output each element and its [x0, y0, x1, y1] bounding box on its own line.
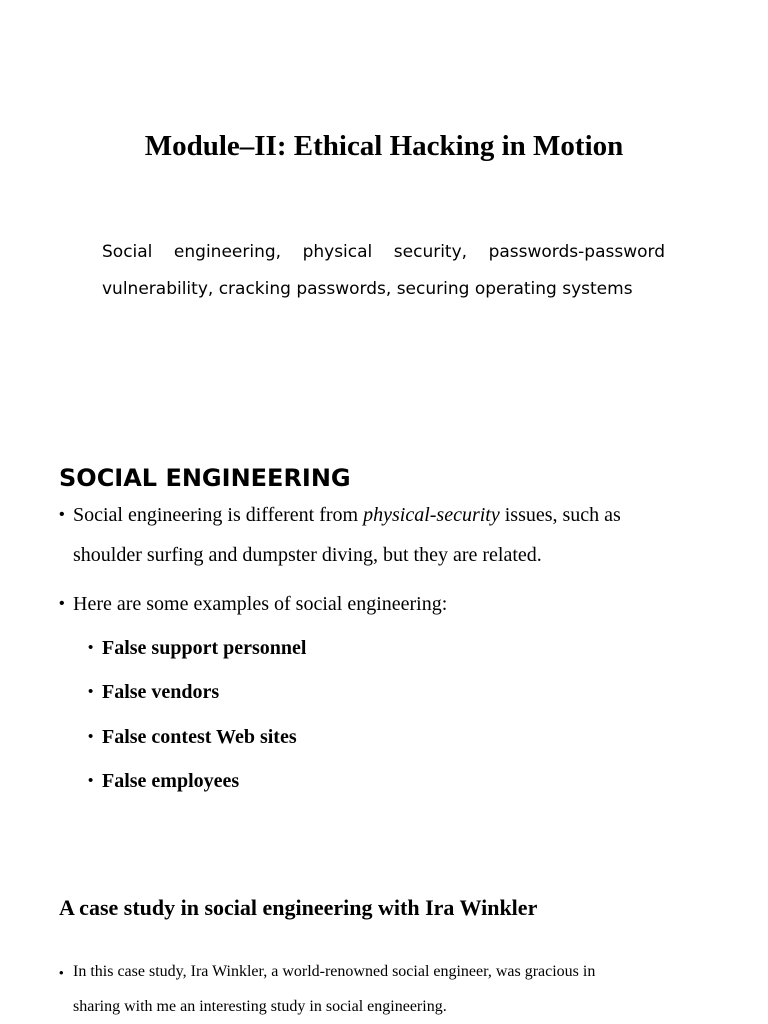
example-item-text: False support personnel	[102, 637, 307, 659]
case-study-text-line-2: sharing with me an interesting study in social engineering.	[73, 998, 447, 1015]
example-item-text: False employees	[102, 770, 240, 792]
module-topics	[102, 234, 665, 308]
bullet-dot: •	[88, 728, 94, 745]
bullet-dot: •	[59, 965, 64, 980]
topics-line-2: vulnerability, cracking passwords, securing operating systems	[102, 279, 633, 299]
bullet-text: Here are some examples of social engineering:	[73, 593, 448, 615]
bullet-dot: •	[59, 506, 65, 523]
bullet-dot: •	[59, 595, 65, 612]
bullet-dot: •	[88, 639, 94, 656]
bullet-dot: •	[88, 683, 94, 700]
topics-line-1: Social engineering, physical security, passwords-password	[102, 242, 665, 262]
case-study-text-line-1: In this case study, Ira Winkler, a world-renowned social engineer, was gracious in	[73, 963, 596, 980]
bullet-text-line-2: shoulder surfing and dumpster diving, but they are related.	[73, 544, 542, 566]
bullet-text-line-1: Social engineering is different from physical-security issues, such as	[73, 504, 621, 526]
section-heading: SOCIAL ENGINEERING	[59, 464, 351, 492]
example-item-text: False contest Web sites	[102, 726, 297, 748]
page-title: Module–II: Ethical Hacking in Motion	[144, 130, 624, 162]
case-study-heading: A case study in social engineering with Ira Winkler	[59, 895, 538, 920]
example-item-text: False vendors	[102, 681, 220, 703]
emphasis-physical-security: physical-security	[363, 504, 500, 526]
bullet-dot: •	[88, 772, 94, 789]
